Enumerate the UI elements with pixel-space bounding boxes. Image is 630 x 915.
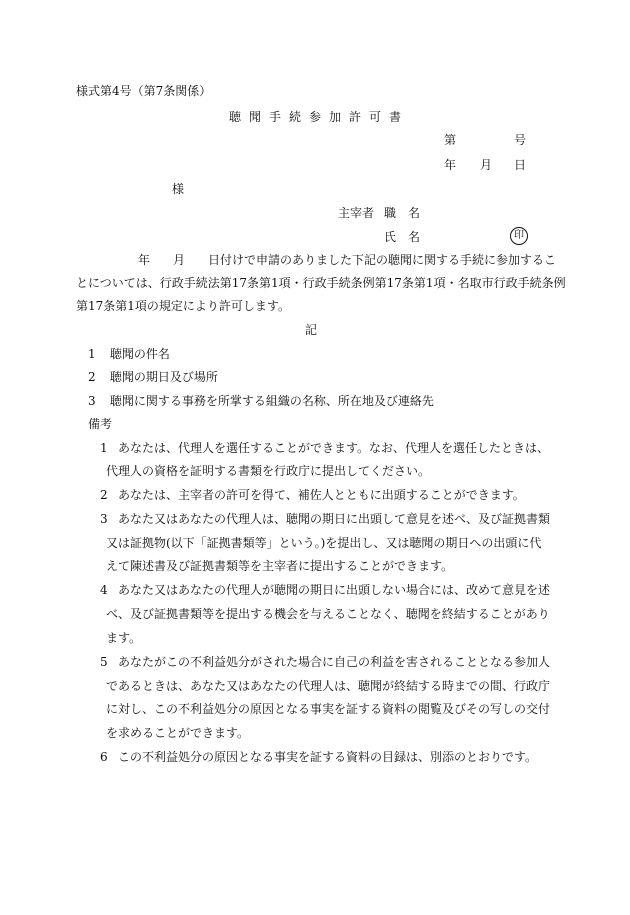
date-year-label: 年: [444, 158, 457, 172]
remark-line: あなた又はあなたの代理人は、聴聞の期日に出頭して意見を述べ、及び証拠書類: [118, 512, 551, 526]
document-title: 聴聞手続参加許可書: [229, 110, 410, 124]
seal-mark: 印: [510, 227, 528, 245]
remark-number: 1: [100, 441, 108, 455]
remark-line: ます。: [106, 631, 142, 645]
body-line-2: とについては、行政手続法第17条第1項・行政手続条例第17条第1項・名取市行政手続条例: [76, 276, 566, 290]
body-date-year: 年: [138, 253, 151, 267]
remark-line: この不利益処分の原因となる事実を証する資料の目録は、別添のとおりです。: [118, 750, 538, 764]
date-month-label: 月: [480, 158, 493, 172]
remark-line: あなたがこの不利益処分がされた場合に自己の利益を害されることとなる参加人: [118, 655, 551, 669]
body-line-3: 第17条第1項の規定により許可します。: [76, 299, 290, 313]
number-suffix: 号: [514, 133, 527, 147]
number-prefix: 第: [444, 133, 457, 147]
remark-line: に対し、この不利益処分の原因となる事実を証する資料の閲覧及びその写しの交付: [106, 702, 551, 716]
body-line-1: 日付けで申請のありました下記の聴聞に関する手続に参加するこ: [208, 253, 557, 267]
body-date-month: 月: [173, 253, 186, 267]
remark-number: 3: [100, 512, 108, 526]
item-text: 聴聞の件名: [109, 347, 170, 361]
addressee-suffix: 様: [172, 182, 185, 196]
remark-line: 代理人の資格を証明する書類を行政庁に提出してください。: [106, 464, 431, 478]
item-number: 2: [88, 370, 96, 384]
remark-line: えて陳述書及び証拠書類等を主宰者に提出することができます。: [106, 559, 454, 573]
remark-number: 5: [100, 655, 108, 669]
item-text: 聴聞の期日及び場所: [109, 370, 218, 384]
sender-role: 主宰者: [338, 206, 375, 220]
remark-number: 4: [100, 583, 108, 597]
ki-heading: 記: [305, 323, 318, 337]
remarks-heading: 備考: [88, 417, 113, 431]
remark-line: 又は証拠物(以下「証拠書類等」という。)を提出し、又は聴聞の期日への出頭に代: [106, 536, 542, 550]
list-item: [88, 347, 170, 361]
item-number: 1: [88, 347, 96, 361]
remark-line: あなたは、代理人を選任することができます。なお、代理人を選任したときは、: [118, 441, 550, 455]
sender-name-label: 氏 名: [384, 230, 421, 244]
item-text: 聴聞に関する事務を所掌する組織の名称、所在地及び連絡先: [109, 394, 434, 408]
remark-line: を求めることができます。: [106, 726, 250, 740]
remark-number: 2: [100, 488, 108, 502]
list-item: [88, 370, 218, 384]
remark-line: あなたは、主宰者の許可を得て、補佐人とともに出頭することができます。: [118, 488, 525, 502]
list-item: [88, 394, 434, 408]
remark-line: であるときは、あなた又はあなたの代理人は、聴聞が終結する時までの間、行政庁: [106, 679, 551, 693]
date-day-label: 日: [514, 158, 527, 172]
item-number: 3: [88, 394, 96, 408]
form-id: 様式第4号（第7条関係）: [76, 84, 212, 98]
remark-line: あなた又はあなたの代理人が聴聞の期日に出頭しない場合には、改めて意見を述: [118, 583, 551, 597]
remark-number: 6: [100, 750, 108, 764]
remark-line: べ、及び証拠書類等を提出する機会を与えることなく、聴聞を終結することがあり: [106, 607, 550, 621]
sender-position-label: 職 名: [384, 206, 421, 220]
